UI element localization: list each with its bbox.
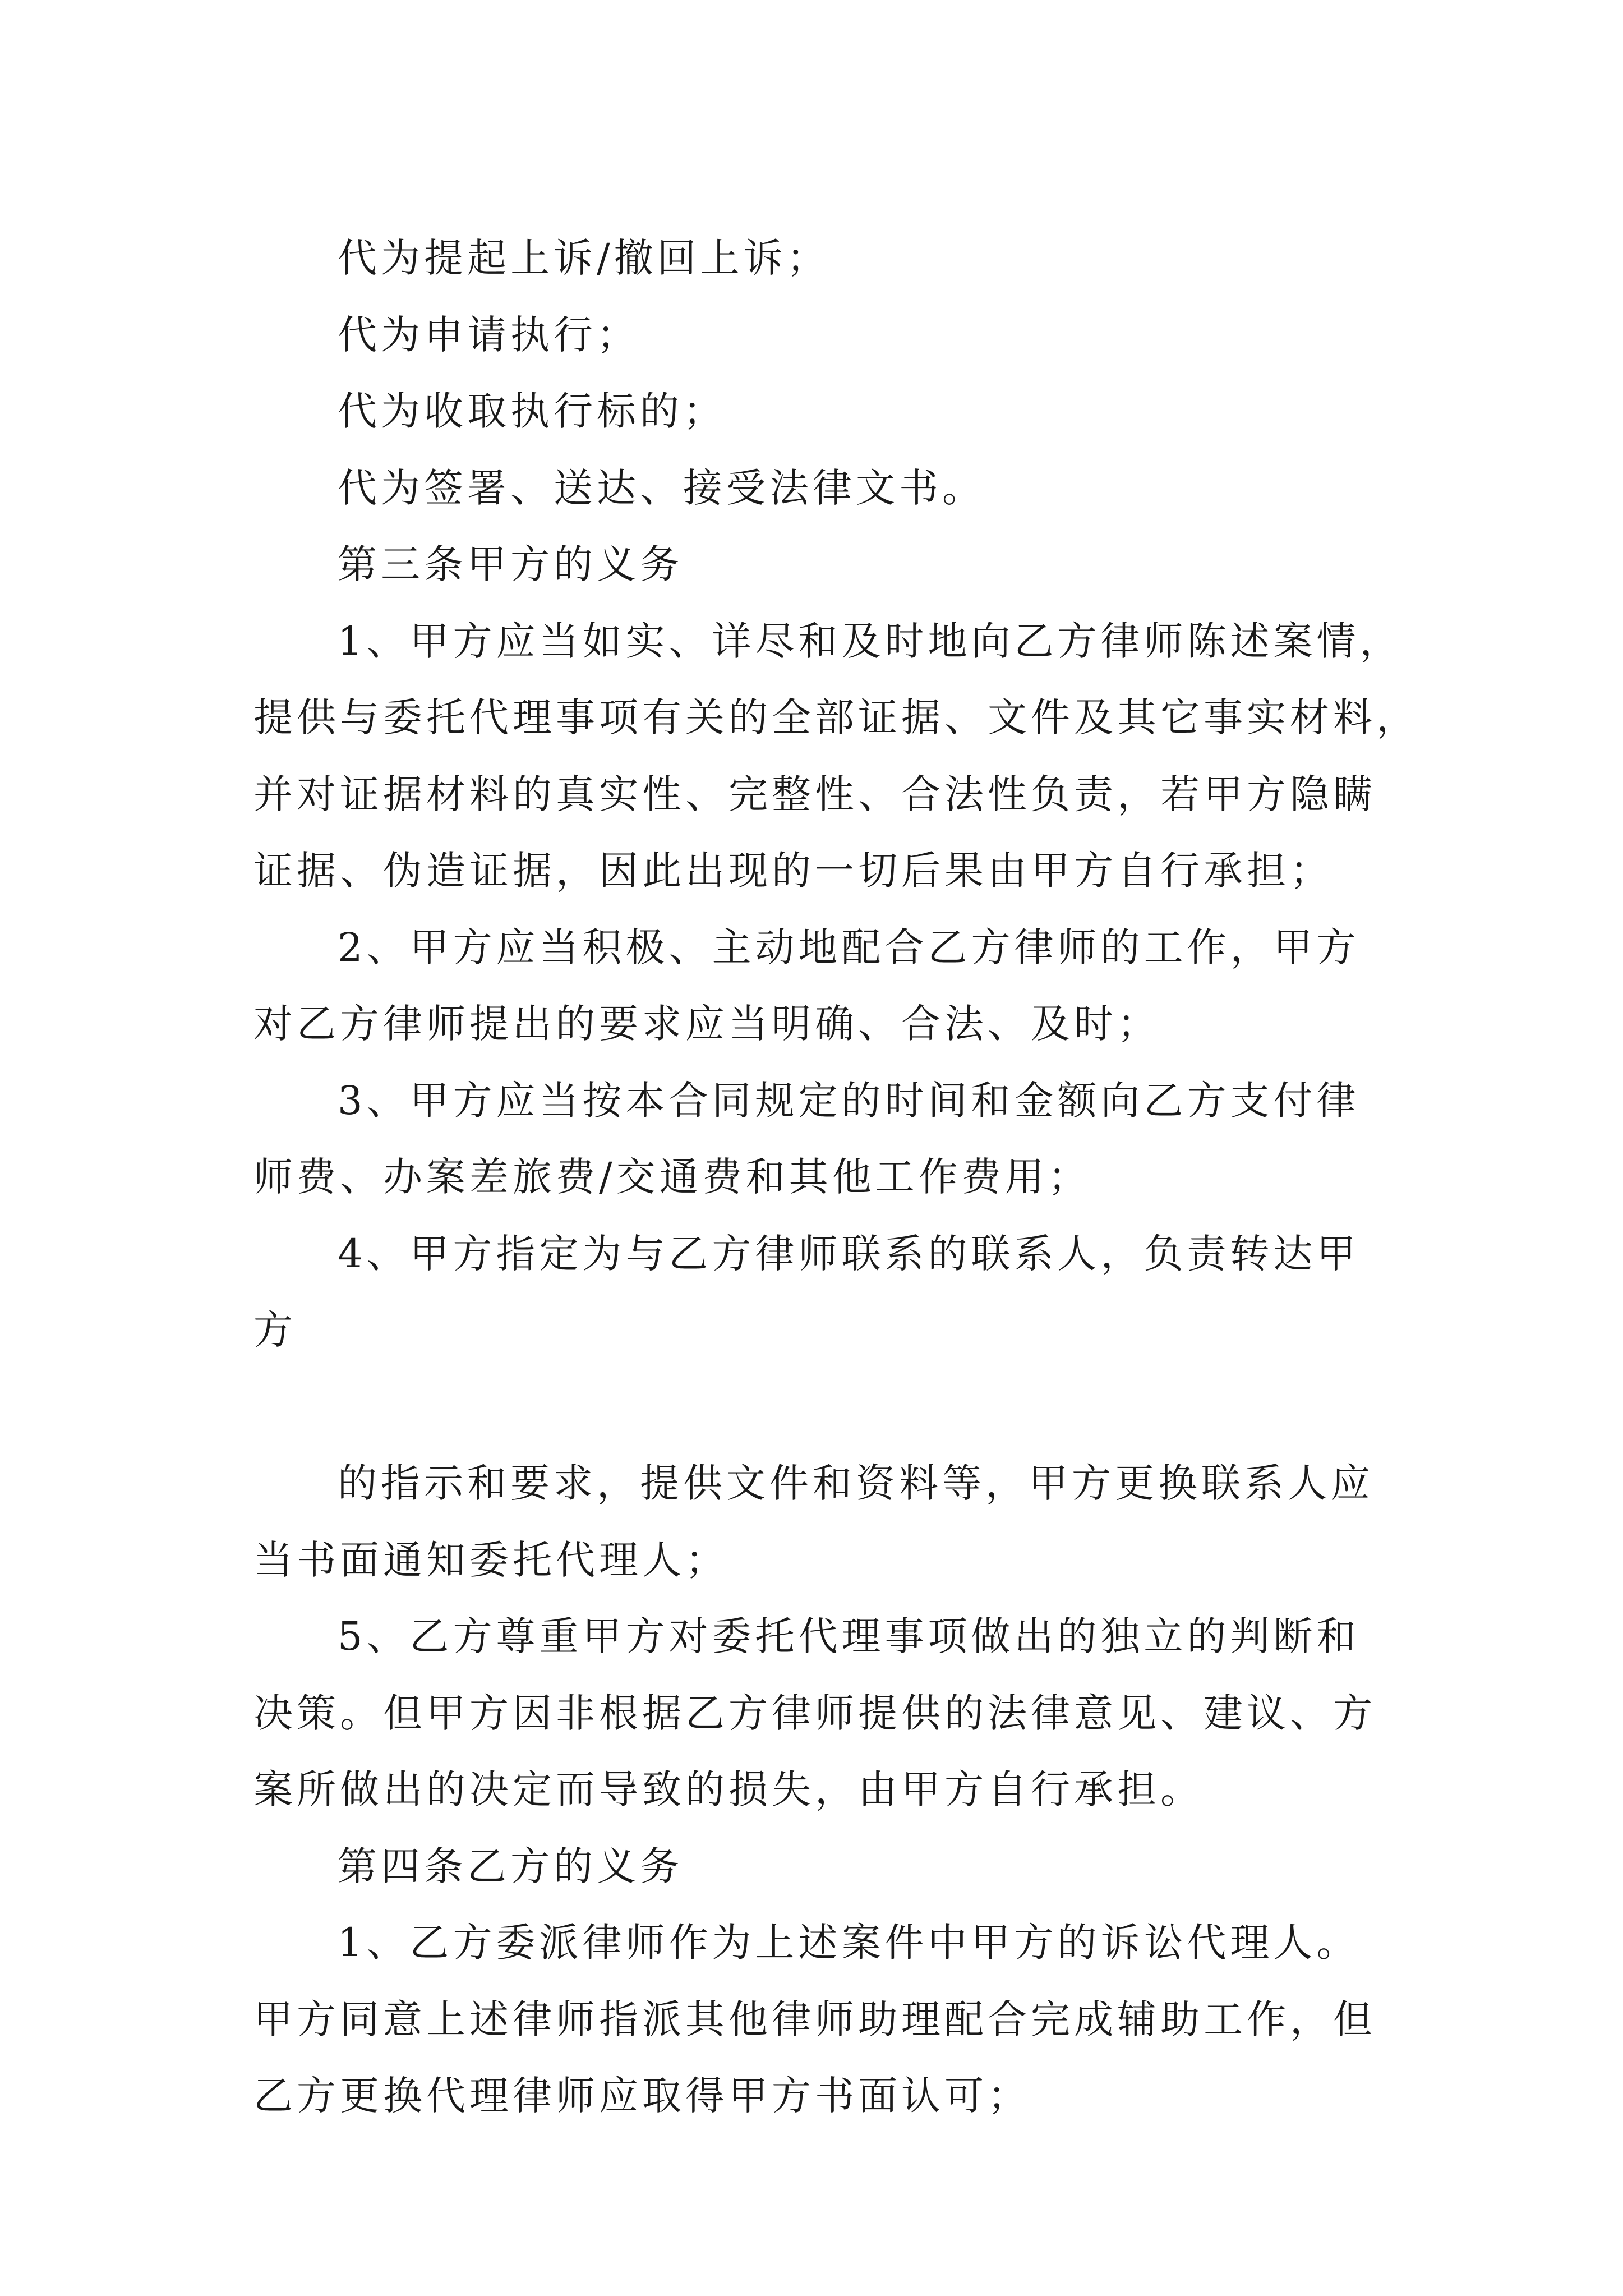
paragraph-line: 案所做出的决定而导致的损失，由甲方自行承担。 (253, 1766, 1204, 1812)
document-body (253, 220, 1419, 2134)
blank-line (253, 1369, 1381, 1446)
paragraph-line: 并对证据材料的真实性、完整性、合法性负责，若甲方隐瞒 (253, 771, 1376, 817)
paragraph-line: 方 (253, 1307, 297, 1353)
paragraph-line: 当书面通知委托代理人； (253, 1536, 728, 1583)
paragraph-line: 2、甲方应当积极、主动地配合乙方律师的工作，甲方 (338, 924, 1360, 970)
text-line-appeal: 代为提起上诉/撤回上诉； (338, 235, 830, 281)
paragraph-line: 提供与委托代理事项有关的全部证据、文件及其它事实材料， (253, 694, 1419, 740)
section-heading-article-3: 第三条甲方的义务 (338, 541, 683, 587)
paragraph-line: 证据、伪造证据，因此出现的一切后果由甲方自行承担； (253, 848, 1333, 894)
paragraph-line: 甲方同意上述律师指派其他律师助理配合完成辅助工作，但 (253, 1996, 1376, 2042)
paragraph-line: 5、乙方尊重甲方对委托代理事项做出的独立的判断和 (338, 1613, 1360, 1659)
paragraph-line: 3、甲方应当按本合同规定的时间和金额向乙方支付律 (338, 1077, 1360, 1124)
text-line-sign-documents: 代为签署、送达、接受法律文书。 (338, 464, 985, 511)
section-heading-article-4: 第四条乙方的义务 (338, 1843, 683, 1889)
text-line-apply-execution: 代为申请执行； (338, 311, 640, 358)
paragraph-line: 的指示和要求，提供文件和资料等，甲方更换联系人应 (338, 1460, 1374, 1506)
paragraph-line: 4、甲方指定为与乙方律师联系的联系人，负责转达甲 (338, 1230, 1360, 1277)
paragraph-line: 对乙方律师提出的要求应当明确、合法、及时； (253, 1001, 1160, 1047)
paragraph-line: 乙方更换代理律师应取得甲方书面认可； (253, 2073, 1031, 2119)
paragraph-line: 决策。但甲方因非根据乙方律师提供的法律意见、建议、方 (253, 1690, 1376, 1736)
paragraph-line: 1、乙方委派律师作为上述案件中甲方的诉讼代理人。 (338, 1920, 1360, 1966)
paragraph-line: 师费、办案差旅费/交通费和其他工作费用； (253, 1154, 1091, 1200)
paragraph-line: 1、甲方应当如实、详尽和及时地向乙方律师陈述案情， (338, 618, 1403, 664)
text-line-collect-execution: 代为收取执行标的； (338, 388, 726, 434)
